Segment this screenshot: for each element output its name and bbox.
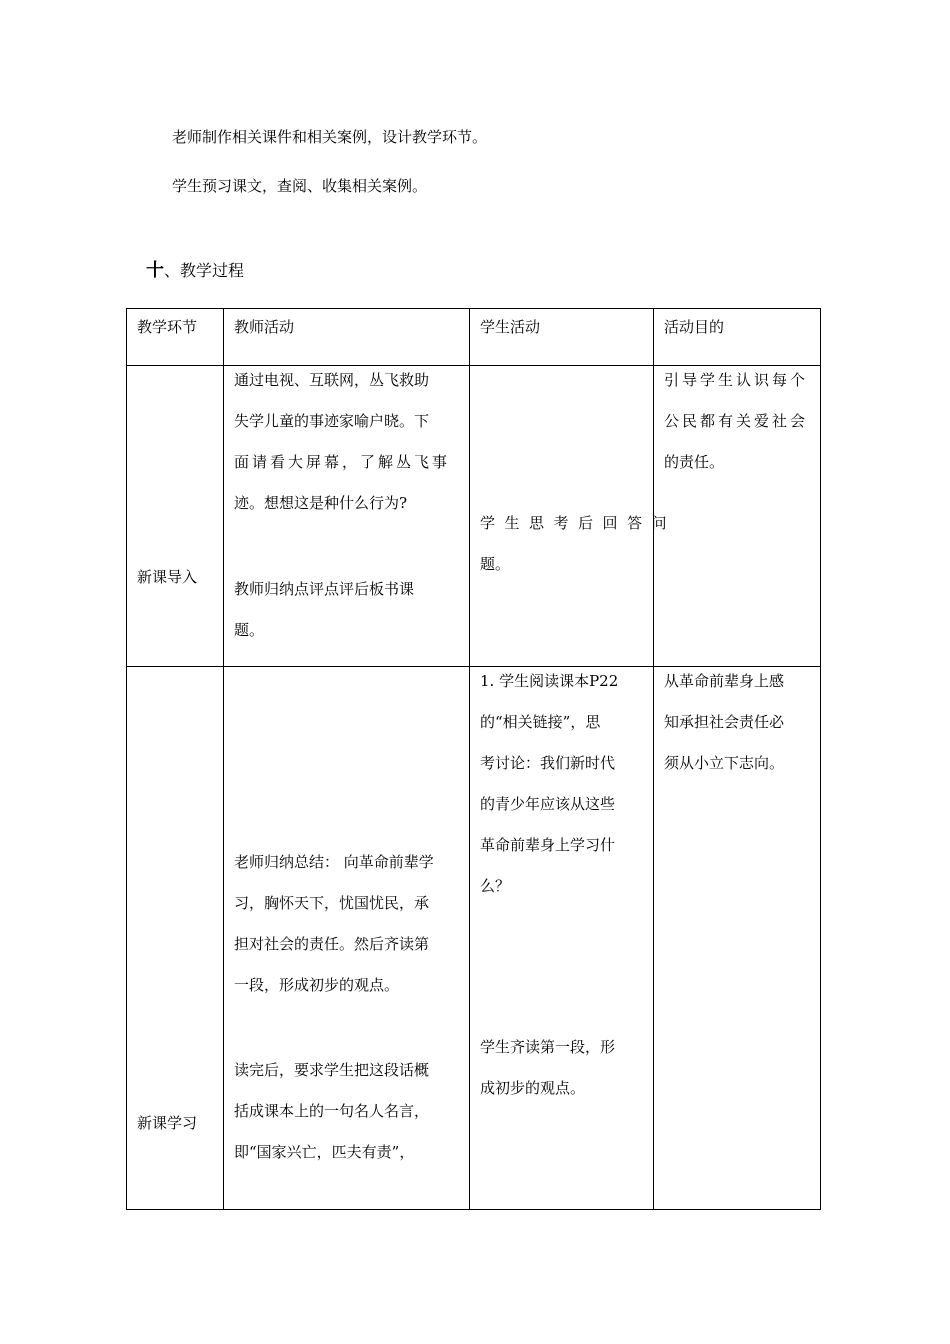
text-line: 一段，形成初步的观点。 bbox=[234, 976, 400, 994]
text-line: 知承担社会责任必 bbox=[664, 713, 785, 731]
text-line: 引导学生认识每个 bbox=[664, 371, 809, 389]
student-reading-study bbox=[480, 1027, 648, 1109]
text-line: 老师归纳总结： 向革命前辈学 bbox=[234, 853, 434, 871]
text-line: 题。 bbox=[480, 555, 511, 573]
text-line: 公民都有关爱社会 bbox=[664, 412, 809, 430]
intro-line-student-prep: 学生预习课文，查阅、收集相关案例。 bbox=[172, 177, 428, 195]
section-title: 、教学过程 bbox=[164, 261, 245, 280]
header-activity-purpose: 活动目的 bbox=[664, 318, 725, 336]
text-line: 读完后，要求学生把这段话概 bbox=[234, 1061, 430, 1079]
text-line: 学生思考后回答问 bbox=[480, 514, 677, 532]
column-divider bbox=[223, 309, 224, 1209]
text-line: 的“相关链接”，思 bbox=[480, 713, 601, 731]
section-number: 十 bbox=[146, 260, 164, 281]
text-line: 担对社会的责任。然后齐读第 bbox=[234, 935, 430, 953]
text-line: 面请看大屏幕，了解丛飞事 bbox=[234, 453, 451, 471]
activity-purpose-study bbox=[664, 661, 816, 784]
text-line: 习，胸怀天下，忧国忧民，承 bbox=[234, 894, 430, 912]
text-line: 考讨论：我们新时代 bbox=[480, 754, 616, 772]
teacher-activity-study bbox=[234, 842, 462, 1006]
teacher-summary-intro bbox=[234, 569, 462, 651]
text-line: 的责任。 bbox=[664, 453, 725, 471]
text-line: 题。 bbox=[234, 621, 265, 639]
student-activity-intro bbox=[480, 503, 677, 585]
stage-label-intro: 新课导入 bbox=[137, 568, 198, 586]
text-line: 通过电视、互联网，丛飞救助 bbox=[234, 371, 430, 389]
text-line: 迹。想想这是种什么行为? bbox=[234, 494, 408, 512]
text-line: 的青少年应该从这些 bbox=[480, 795, 616, 813]
text-line: 学生齐读第一段，形 bbox=[480, 1038, 616, 1056]
header-teacher-activity: 教师活动 bbox=[234, 318, 295, 336]
text-line: 么？ bbox=[480, 877, 511, 895]
student-activity-study bbox=[480, 661, 648, 907]
text-line: 教师归纳点评点评后板书课 bbox=[234, 580, 415, 598]
teacher-activity-intro bbox=[234, 360, 462, 524]
activity-purpose-intro bbox=[664, 360, 816, 483]
text-line: 成初步的观点。 bbox=[480, 1079, 586, 1097]
text-line: 即“国家兴亡，匹夫有责”， bbox=[234, 1143, 415, 1161]
section-heading bbox=[146, 260, 244, 282]
text-line: 革命前辈身上学习什 bbox=[480, 836, 616, 854]
header-student-activity: 学生活动 bbox=[480, 318, 541, 336]
text-line: 从革命前辈身上感 bbox=[664, 672, 785, 690]
teaching-process-table bbox=[126, 308, 821, 1210]
header-stage: 教学环节 bbox=[137, 318, 198, 336]
stage-label-study: 新课学习 bbox=[137, 1114, 198, 1132]
text-line: 1. 学生阅读课本P22 bbox=[480, 672, 619, 690]
intro-line-teacher-prep: 老师制作相关课件和相关案例，设计教学环节。 bbox=[172, 128, 488, 146]
text-line: 须从小立下志向。 bbox=[664, 754, 785, 772]
text-line: 失学儿童的事迹家喻户晓。下 bbox=[234, 412, 430, 430]
text-line: 括成课本上的一句名人名言， bbox=[234, 1102, 430, 1120]
column-divider bbox=[469, 309, 470, 1209]
teacher-quote-study bbox=[234, 1050, 462, 1173]
column-divider bbox=[653, 309, 654, 1209]
